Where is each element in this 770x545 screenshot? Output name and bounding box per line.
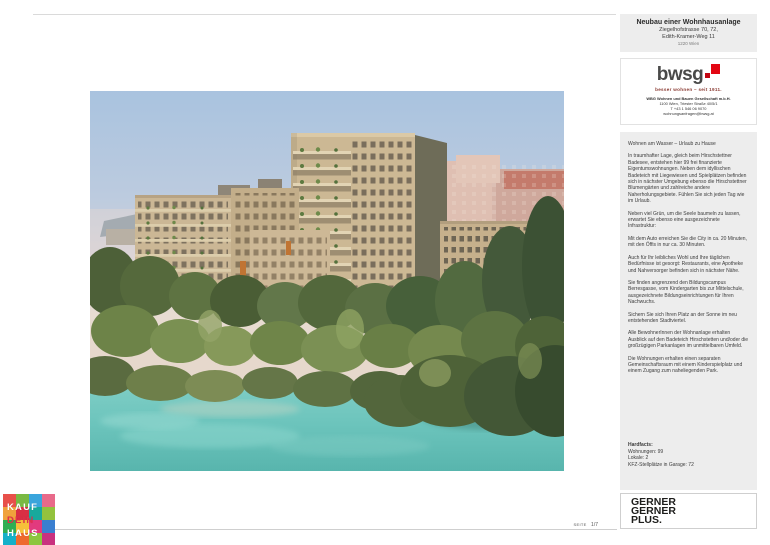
project-address-line1: Ziegelhofstrasse 70, 72,: [659, 27, 718, 33]
bwsg-address: 1100 Wien, Triester Straße 40/5/1: [659, 101, 718, 106]
bwsg-squares-icon: [705, 67, 720, 84]
bwsg-company: WBG Wohnen und Bauen Gesellschaft m.b.H.: [646, 96, 731, 101]
project-title: Neubau einer Wohnhausanlage: [636, 19, 741, 26]
building-rendering-image: [90, 91, 564, 471]
bwsg-logo-box: [620, 58, 757, 125]
project-address-line2: Edith-Kramer-Weg 11: [662, 33, 715, 40]
kaufdeinhaus-word: HAUS: [7, 528, 39, 539]
description-paragraph: Neben viel Grün, um die Seele baumeln zu lassen, erwartet Sie ebenso eine ausgezeichnete Infrastruktur:: [628, 210, 741, 230]
kaufdeinhaus-text: [7, 501, 39, 540]
description-paragraph: Die Wohnungen erhalten einen separaten Gemeinschaftsraum mit einem Kinderspielplatz und einem Zugang zum naheliegenden Park.: [628, 355, 743, 375]
gerner-logo-box: [620, 493, 757, 529]
kaufdeinhaus-word: KAUF: [7, 502, 39, 513]
hardfacts-line: KFZ-Stellplätze in Garage: 72: [628, 461, 694, 468]
kaufdeinhaus-word: DEIN: [7, 515, 35, 526]
bwsg-phone: T +43 1 546 06 9070: [670, 106, 707, 111]
bwsg-logo: [656, 64, 721, 85]
project-header: [620, 14, 757, 52]
description-paragraph: Sichern Sie sich Ihren Platz an der Sonne im neu entstehenden Stadtviertel.: [628, 311, 737, 324]
hardfacts-block: [628, 442, 749, 468]
gerner-logo-line: PLUS.: [631, 514, 662, 527]
gerner-logo-line: GERNER: [631, 496, 676, 508]
description-paragraph: In traumhafter Lage, gleich beim Hirschstettner Badesee, entstehen hier 99 frei finanzierte Eigentumswohnungen. Neben dem idyllischen Badeteich mit Liegewiesen und Spielplätzen befinden sich in nächster Umgebung ebenso die Hirschstettner Blumengärten und zahlreiche andere Naherholungsgebiete. Fühlen Sie sich jeden Tag wie im Urlaub.: [628, 153, 747, 205]
description-box: [620, 132, 757, 490]
footer-divider: [33, 529, 617, 530]
kaufdeinhaus-logo: [3, 494, 55, 545]
top-divider: [33, 14, 616, 15]
page-number: [574, 513, 598, 531]
description-heading: Wohnen am Wasser – Urlaub zu Hause: [628, 141, 716, 147]
description-paragraph: Mit dem Auto erreichen Sie die City in ca. 20 Minuten, mit den Öffis in nur ca. 30 Minuten.: [628, 235, 747, 249]
gerner-logo-line: GERNER: [631, 505, 676, 518]
page-number-label: SEITE: [573, 522, 587, 527]
bwsg-contact-block: [621, 96, 756, 116]
description-paragraph: Alle BewohnerInnen der Wohnanlage erhalten Ausblick auf den Badeteich Hirschstetten und/oder die großzügigen Parkanlagen im unmittelbaren Umfeld.: [628, 330, 749, 350]
bwsg-tagline: besser wohnen – seit 1911.: [655, 87, 722, 92]
info-sidebar: [620, 14, 757, 529]
description-paragraph: Sie finden angrenzend den Bildungscampus Berresgasse, vom Kindergarten bis zur Mittelschule, ausgezeichnete Bildungseinrichtungen für Ihren Nachwuchs.: [628, 279, 744, 306]
bwsg-wordmark: bwsg: [656, 64, 704, 85]
hardfacts-title: Hardfacts:: [628, 442, 653, 449]
hardfacts-line: Lokale: 2: [628, 455, 649, 462]
description-paragraph: Auch für Ihr leibliches Wohl und Ihre täglichen Bedürfnisse ist gesorgt: Restaurants, eine Apotheke und Nahversorger befinden sich in nächster Nähe.: [628, 254, 744, 274]
bwsg-email: wohnungsanfragen@bwsg.at: [663, 111, 714, 116]
page-number-value: 1/7: [591, 522, 598, 528]
hardfacts-line: Wohnungen: 99: [628, 448, 664, 455]
project-city: 1220 Wien: [677, 41, 700, 46]
